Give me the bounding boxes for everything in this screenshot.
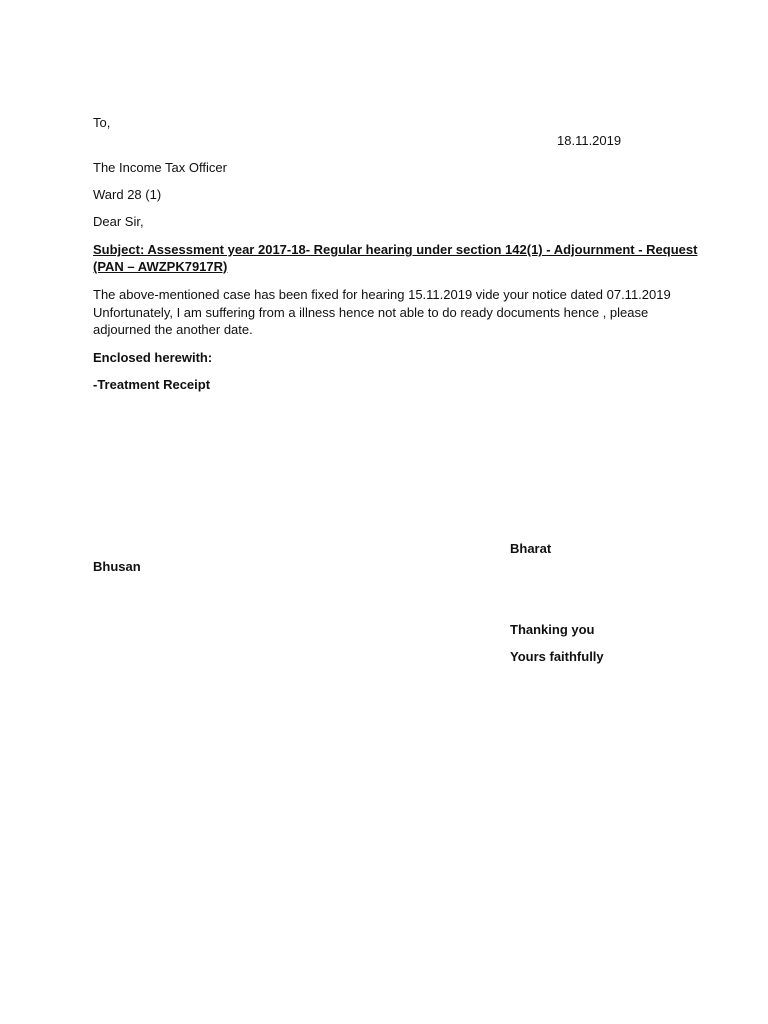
subject-line-1: Subject: Assessment year 2017-18- Regular hearing under section 142(1) - Adjournment - Request [93, 242, 698, 257]
recipient-title: The Income Tax Officer [93, 160, 227, 175]
closing-yours: Yours faithfully [510, 649, 604, 664]
body-line-2: Unfortunately, I am suffering from a illness hence not able to do ready documents hence , please [93, 304, 649, 320]
body-line-1: The above-mentioned case has been fixed for hearing 15.11.2019 vide your notice dated 07.11.2019 [93, 287, 671, 302]
recipient-ward: Ward 28 (1) [93, 187, 162, 202]
subject-heading [93, 241, 698, 275]
enclosed-heading: Enclosed herewith: [93, 350, 213, 365]
signature-first-name: Bharat [510, 541, 552, 556]
body-paragraph [93, 286, 683, 339]
closing-thanks: Thanking you [510, 622, 595, 637]
signature-last-name: Bhusan [93, 559, 141, 574]
salutation-to: To, [93, 115, 111, 130]
greeting: Dear Sir, [93, 214, 144, 229]
letter-date: 18.11.2019 [557, 133, 622, 148]
body-line-3: adjourned the another date. [93, 322, 253, 337]
subject-line-2: (PAN – AWZPK7917R) [93, 259, 228, 274]
enclosure-item: -Treatment Receipt [93, 377, 211, 392]
